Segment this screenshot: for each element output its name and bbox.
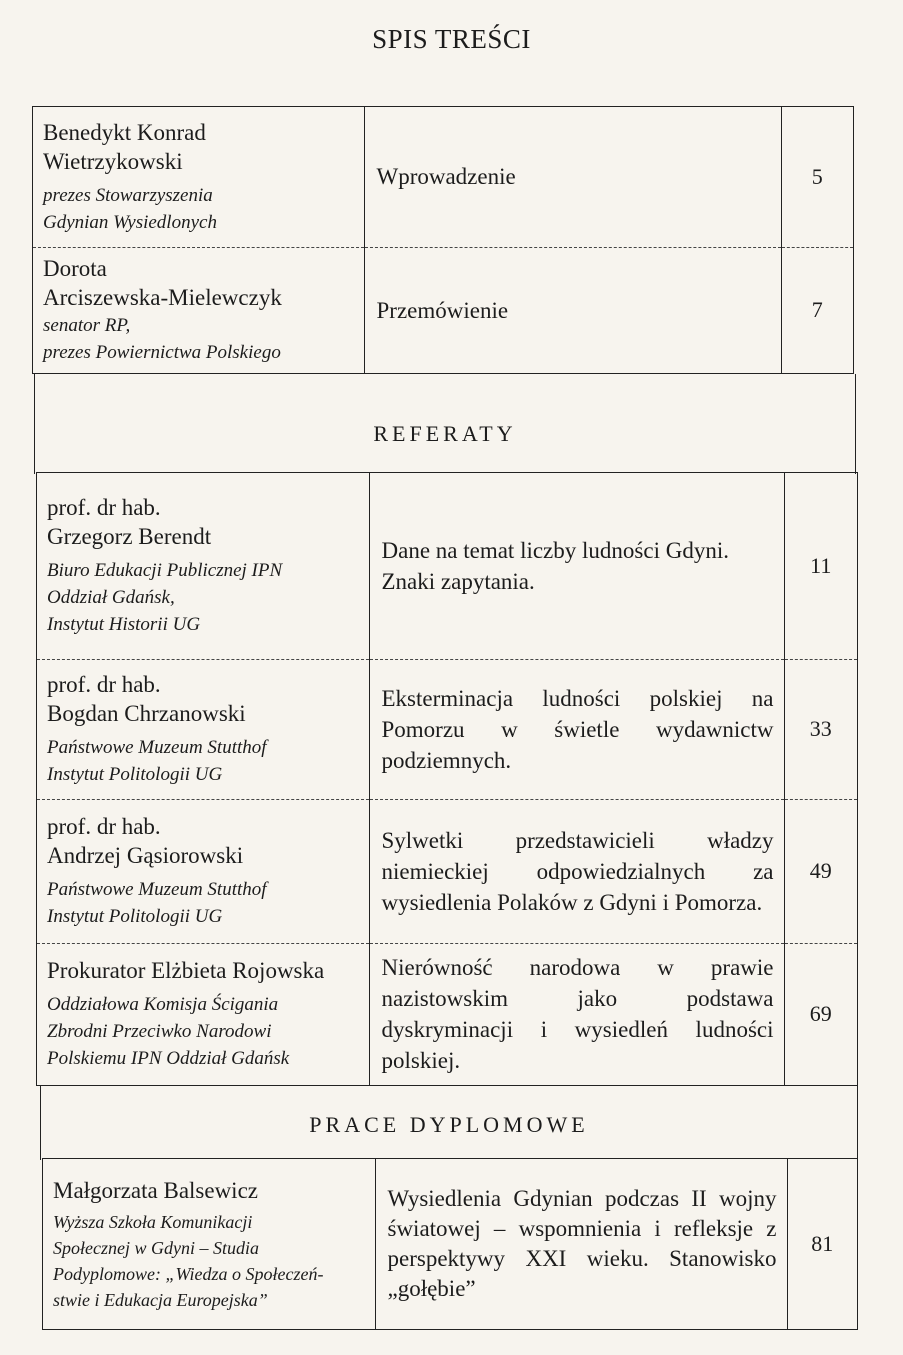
author-affiliation: Biuro Edukacji Publicznej IPN Oddział Gdańsk, Instytut Historii UG [47, 560, 283, 636]
toc-row [37, 659, 857, 799]
chapter-title: Nierówność narodowa w prawie nazistowskim jako podstawa dyskryminacji i wysiedleń ludności polskiej. [369, 943, 784, 1085]
chapter-title: Wysiedlenia Gdynian podczas II wojny światowej – wspomnienia i refleksje z perspektywy XXI wieku. Stanowisko „gołębie” [375, 1159, 787, 1329]
author-name: prof. dr hab. Andrzej Gąsiorowski [47, 814, 244, 868]
chapter-title: Eksterminacja ludności polskiej na Pomorzu w świetle wydawnictw podziemnych. [369, 659, 784, 799]
toc-row [37, 943, 857, 1085]
author-affiliation: prezes Stowarzyszenia Gdynian Wysiedlonych [43, 184, 217, 233]
toc-row [37, 473, 857, 659]
page-number: 11 [810, 552, 832, 578]
author-cell [33, 247, 364, 373]
page-number: 7 [781, 247, 853, 373]
author-affiliation: Wyższa Szkoła Komunikacji Społecznej w Gdyni – Studia Podyplomowe: „Wiedza o Społeczeń- stwie i Edukacja Europejska” [53, 1211, 324, 1310]
page-number: 69 [784, 943, 857, 1085]
prace-table [42, 1158, 858, 1330]
chapter-title: Wprowadzenie [364, 107, 781, 247]
page-number: 33 [784, 659, 857, 799]
author-cell [37, 473, 369, 659]
author-name: Prokurator Elżbieta Rojowska [47, 958, 325, 984]
author-cell [37, 799, 369, 943]
referaty-table [36, 472, 858, 1086]
author-name: prof. dr hab. Grzegorz Berendt [47, 495, 212, 550]
author-cell [33, 107, 364, 247]
author-cell [37, 943, 369, 1085]
author-affiliation: Oddziałowa Komisja Ścigania Zbrodni Przeciwko Narodowi Polskiemu IPN Oddział Gdańsk [47, 994, 290, 1070]
page-number: 81 [811, 1231, 834, 1256]
page-number: 49 [784, 799, 857, 943]
chapter-title: Przemówienie [364, 247, 781, 373]
section-heading-referaty: REFERATY [34, 374, 856, 474]
author-name: prof. dr hab. Bogdan Chrzanowski [47, 672, 246, 726]
toc-row [37, 799, 857, 943]
chapter-title: Sylwetki przedstawicieli władzy niemieckiej odpowiedzialnych za wysiedlenia Polaków z Gdyni i Pomorza. [369, 799, 784, 943]
page-title: SPIS TREŚCI [372, 24, 531, 54]
author-affiliation: senator RP, prezes Powiernictwa Polskiego [43, 315, 281, 364]
author-name: Benedykt Konrad Wietrzykowski [43, 119, 206, 174]
author-affiliation: Państwowe Muzeum Stutthof Instytut Politologii UG [47, 879, 267, 927]
author-cell [43, 1159, 375, 1329]
author-cell [37, 659, 369, 799]
section-heading-prace-dyplomowe: PRACE DYPLOMOWE [40, 1086, 858, 1160]
author-name: Małgorzata Balsewicz [53, 1177, 258, 1203]
toc-row [33, 107, 853, 247]
toc-row [33, 247, 853, 373]
chapter-title: Dane na temat liczby ludności Gdyni. Znaki zapytania. [369, 473, 784, 659]
author-affiliation: Państwowe Muzeum Stutthof Instytut Politologii UG [47, 737, 267, 785]
intro-table [32, 106, 854, 374]
author-name: Dorota Arciszewska-Mielewczyk [43, 256, 282, 311]
toc-row [43, 1159, 857, 1329]
page-number: 5 [811, 163, 823, 189]
